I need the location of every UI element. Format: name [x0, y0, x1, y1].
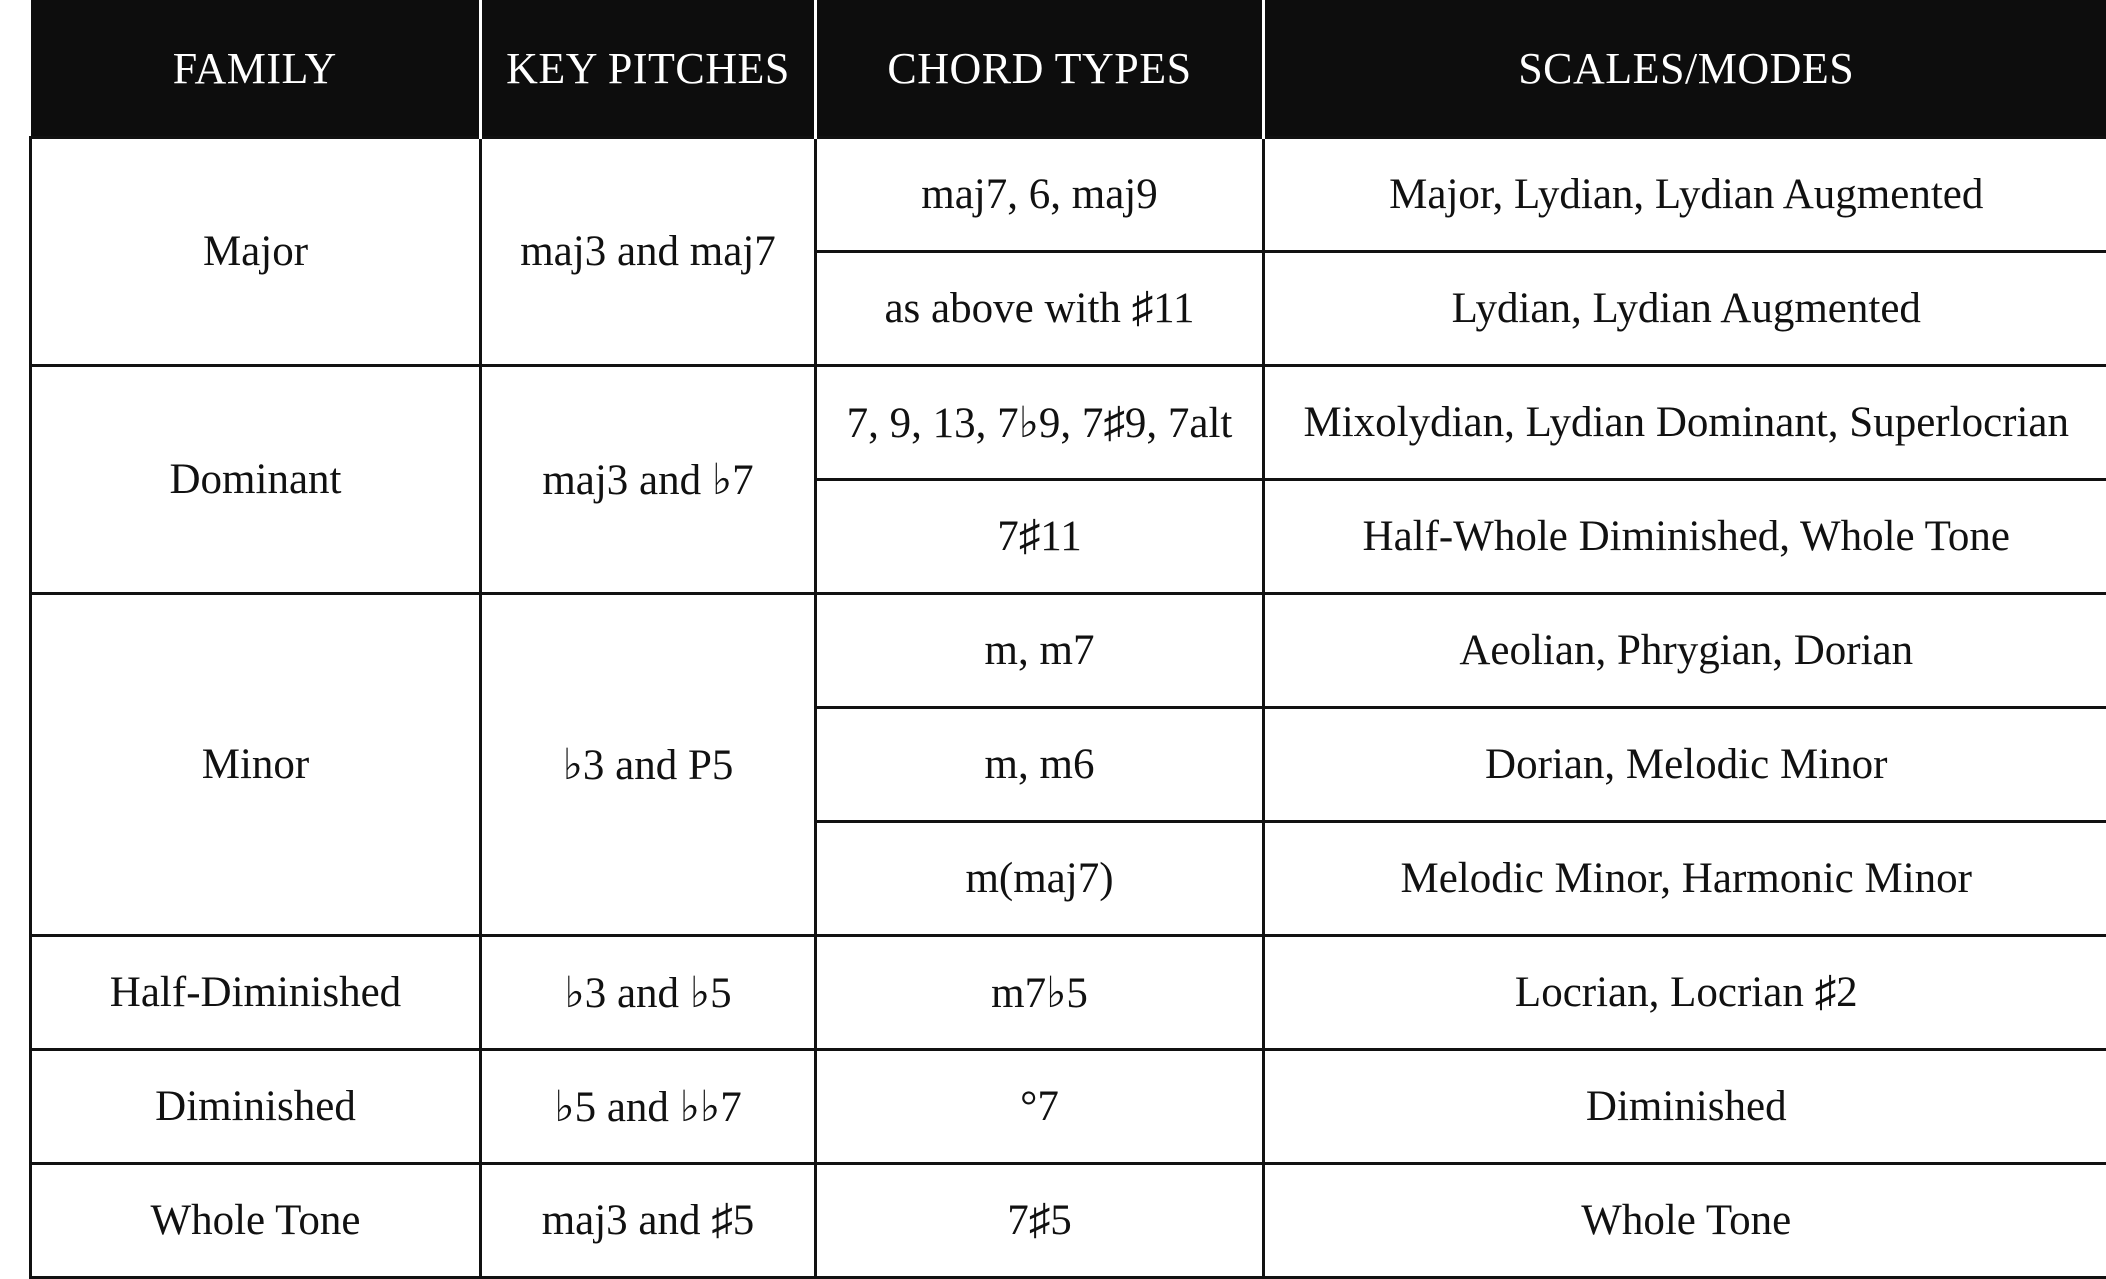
scales-cell: Mixolydian, Lydian Dominant, Superlocrian — [1264, 366, 2106, 480]
chord-types-cell: as above with ♯11 — [816, 252, 1264, 366]
scales-cell: Half-Whole Diminished, Whole Tone — [1264, 480, 2106, 594]
chord-types-cell: m(maj7) — [816, 822, 1264, 936]
key-pitches-cell: maj3 and ♯5 — [481, 1164, 816, 1278]
family-cell: Whole Tone — [31, 1164, 481, 1278]
table-row — [31, 936, 2106, 1050]
key-pitches-cell: maj3 and maj7 — [481, 138, 816, 366]
chord-types-cell: °7 — [816, 1050, 1264, 1164]
scales-cell: Aeolian, Phrygian, Dorian — [1264, 594, 2106, 708]
header-key-pitches: KEY PITCHES — [481, 0, 816, 138]
chord-types-cell: m, m6 — [816, 708, 1264, 822]
table-row — [31, 1050, 2106, 1164]
table-row — [31, 1164, 2106, 1278]
chord-types-cell: 7♯11 — [816, 480, 1264, 594]
header-scales-modes: SCALES/MODES — [1264, 0, 2106, 138]
chord-scale-table — [29, 0, 2106, 1279]
key-pitches-cell: ♭5 and ♭♭7 — [481, 1050, 816, 1164]
family-cell: Half-Diminished — [31, 936, 481, 1050]
chord-types-cell: m7♭5 — [816, 936, 1264, 1050]
header-chord-types: CHORD TYPES — [816, 0, 1264, 138]
scales-cell: Lydian, Lydian Augmented — [1264, 252, 2106, 366]
scales-cell: Locrian, Locrian ♯2 — [1264, 936, 2106, 1050]
chord-types-cell: 7, 9, 13, 7♭9, 7♯9, 7alt — [816, 366, 1264, 480]
table-row — [31, 138, 2106, 252]
scales-cell: Melodic Minor, Harmonic Minor — [1264, 822, 2106, 936]
chord-types-cell: 7♯5 — [816, 1164, 1264, 1278]
family-cell: Minor — [31, 594, 481, 936]
scales-cell: Whole Tone — [1264, 1164, 2106, 1278]
key-pitches-cell: ♭3 and P5 — [481, 594, 816, 936]
table-row — [31, 594, 2106, 708]
scales-cell: Dorian, Melodic Minor — [1264, 708, 2106, 822]
scales-cell: Major, Lydian, Lydian Augmented — [1264, 138, 2106, 252]
table-row — [31, 366, 2106, 480]
header-row — [31, 0, 2106, 138]
family-cell: Dominant — [31, 366, 481, 594]
key-pitches-cell: ♭3 and ♭5 — [481, 936, 816, 1050]
family-cell: Diminished — [31, 1050, 481, 1164]
chord-types-cell: m, m7 — [816, 594, 1264, 708]
header-family: FAMILY — [31, 0, 481, 138]
family-cell: Major — [31, 138, 481, 366]
scales-cell: Diminished — [1264, 1050, 2106, 1164]
chord-types-cell: maj7, 6, maj9 — [816, 138, 1264, 252]
key-pitches-cell: maj3 and ♭7 — [481, 366, 816, 594]
